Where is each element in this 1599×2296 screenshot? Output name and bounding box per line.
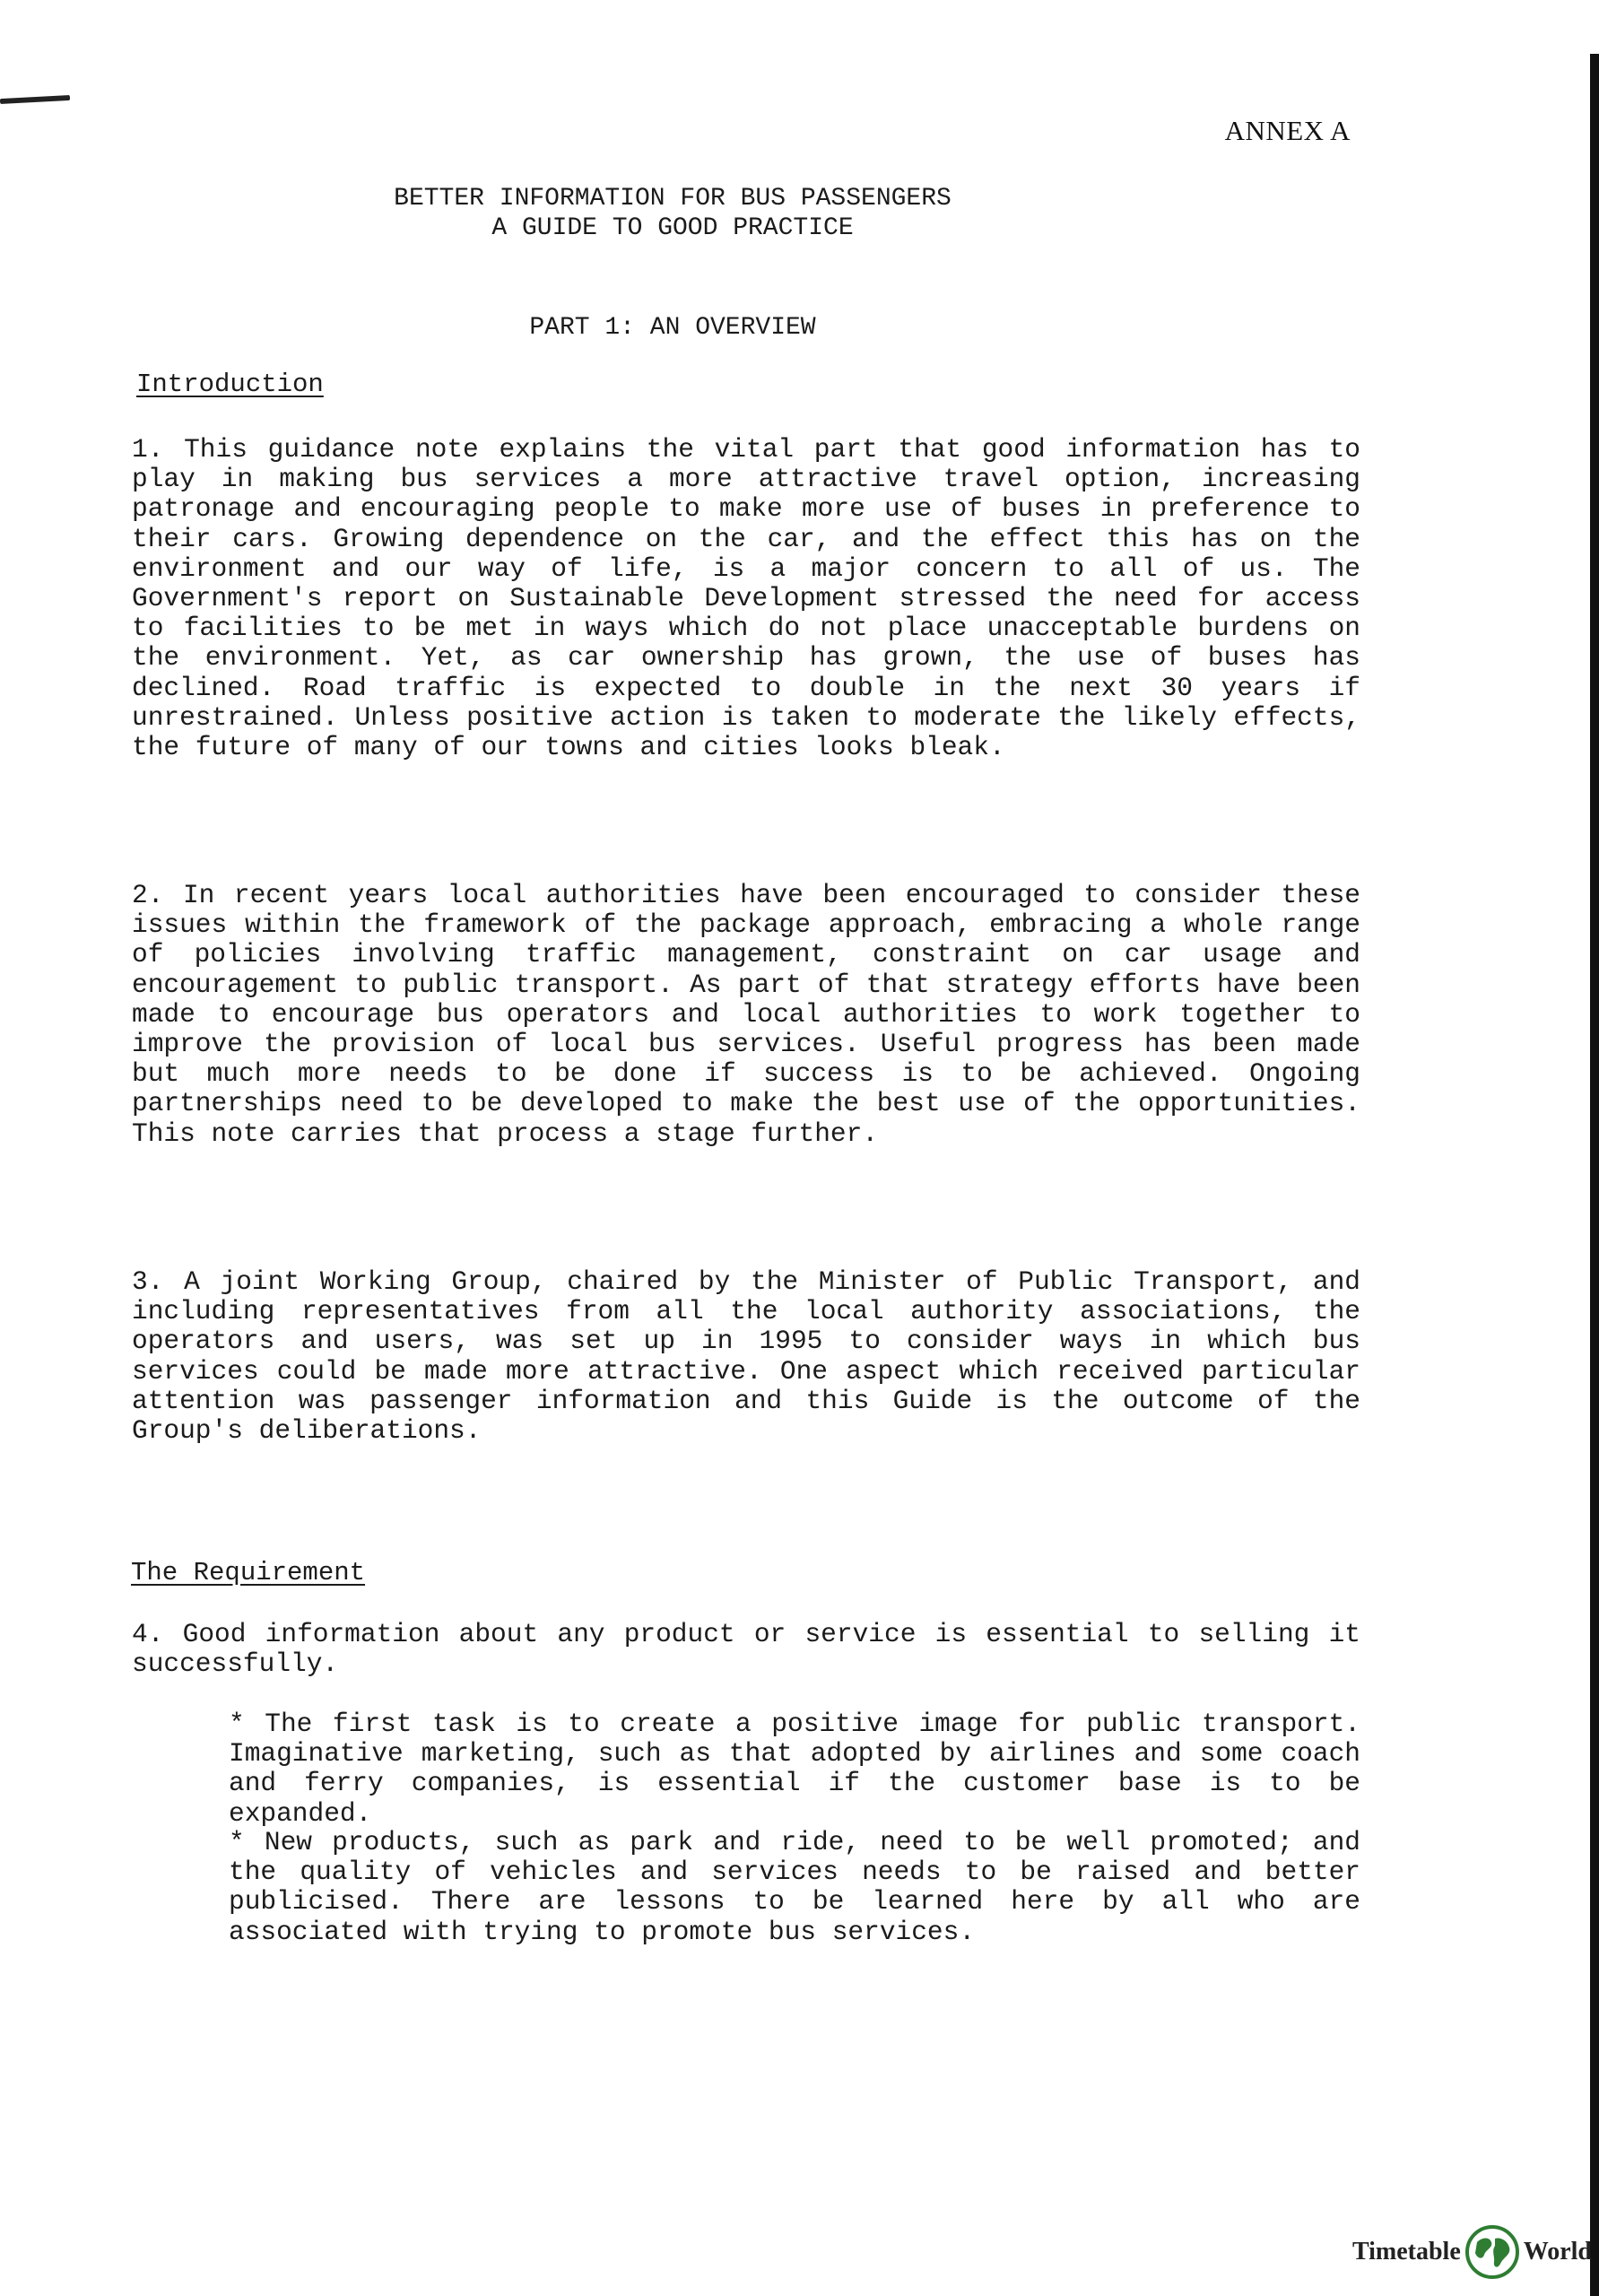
globe-icon [1464,2224,1520,2280]
title-line-2: A GUIDE TO GOOD PRACTICE [491,214,854,242]
timetable-world-logo [1352,2224,1592,2280]
scan-edge [1590,54,1599,2296]
requirement-heading: The Requirement [131,1558,366,1587]
paragraph-4: 4. Good information about any product or service is essential to selling it successfully. [132,1619,1360,1680]
scan-mark [0,95,70,104]
paragraph-2: 2. In recent years local authorities have been encouraged to consider these issues within the framework of the package approach, embracing a whole range of policies involving traffic management, constraint on car usage and encouragement to public transport. As part of that strategy efforts have been made to encourage bus operators and local authorities to work together to improve the provision of local bus services. Useful progress has been made but much more needs to be done if success is to be achieved. Ongoing partnerships need to be developed to make the best use of the opportunities. This note carries that process a stage further. [132,880,1360,1149]
bullet-2: * New products, such as park and ride, need to be well promoted; and the quality of vehicles and services needs to be raised and better publicised. There are lessons to be learned here by all who are associated with trying to promote bus services. [229,1827,1360,1947]
part-title: PART 1: AN OVERVIEW [529,314,816,342]
annex-label: ANNEX A [1224,115,1351,146]
introduction-heading: Introduction [136,370,324,399]
logo-text-left: Timetable [1351,2238,1461,2266]
bullet-1: * The first task is to create a positive image for public transport. Imaginative marketing, such as that adopted by airlines and some coach and ferry companies, is essential if the customer base is to be expanded. [229,1709,1360,1829]
document-title [0,184,1345,243]
paragraph-3: 3. A joint Working Group, chaired by the Minister of Public Transport, and including representatives from all the local authority associations, the operators and users, was set up in 1995 to consider ways in which bus services could be made more attractive. One aspect which received particular attention was passenger information and this Guide is the outcome of the Group's deliberations. [132,1266,1360,1447]
paragraph-1: 1. This guidance note explains the vital part that good information has to play in making bus services a more attractive travel option, increasing patronage and encouraging people to make more use of buses in preference to their cars. Growing dependence on the car, and the effect this has on the environment and our way of life, is a major concern to all of us. The Government's report on Sustainable Development stressed the need for access to facilities to be met in ways which do not place unacceptable burdens on the environment. Yet, as car ownership has grown, the use of buses has declined. Road traffic is expected to double in the next 30 years if unrestrained. Unless positive action is taken to moderate the likely effects, the future of many of our towns and cities looks bleak. [132,434,1360,763]
logo-text-right: World [1523,2238,1592,2266]
title-line-1: BETTER INFORMATION FOR BUS PASSENGERS [394,185,952,213]
